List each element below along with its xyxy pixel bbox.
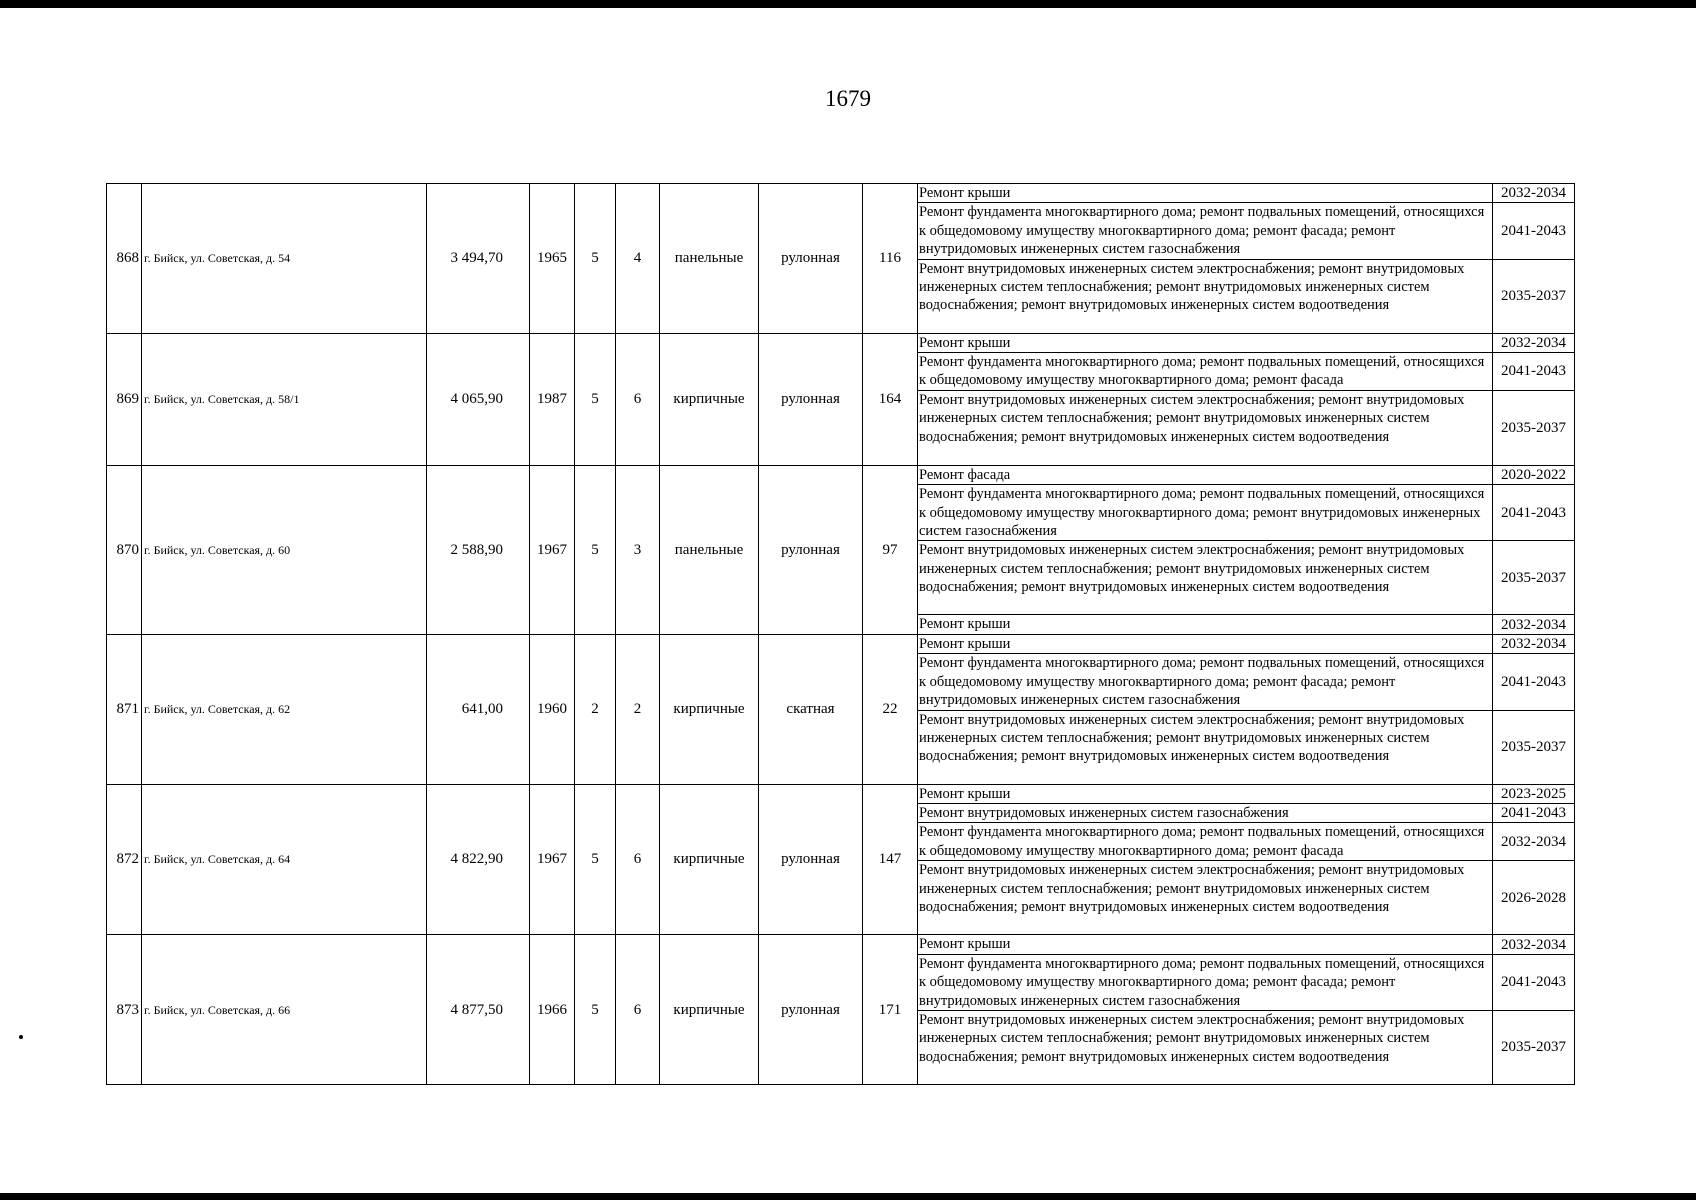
repair-period-cell: 2041-2043 [1493, 654, 1575, 710]
build-year-cell: 1987 [530, 333, 575, 465]
wall-type-cell: панельные [660, 465, 759, 634]
row-number-cell: 873 [107, 935, 142, 1085]
roof-type-cell: рулонная [759, 935, 863, 1085]
wall-type-cell: кирпичные [660, 634, 759, 784]
repair-period-cell: 2041-2043 [1493, 803, 1575, 822]
wall-type-cell: панельные [660, 184, 759, 334]
repair-work-cell: Ремонт фундамента многоквартирного дома; ремонт подвальных помещений, относящихся к общедомовому имуществу многоквартирного дома; ремонт фасада; ремонт внутридомовых инженерных систем газоснабжения [918, 954, 1493, 1010]
residents-count-cell: 171 [863, 935, 918, 1085]
roof-type-cell: рулонная [759, 784, 863, 935]
address-cell: г. Бийск, ул. Советская, д. 60 [142, 465, 427, 634]
repair-period-cell: 2041-2043 [1493, 954, 1575, 1010]
repair-period-cell: 2032-2034 [1493, 823, 1575, 861]
row-number-cell: 870 [107, 465, 142, 634]
repair-work-cell: Ремонт внутридомовых инженерных систем электроснабжения; ремонт внутридомовых инженерных систем теплоснабжения; ремонт внутридомовых инженерных систем водоснабжения; ремонт внутридомовых инженерных систем водоотведения [918, 1010, 1493, 1084]
build-year-cell: 1965 [530, 184, 575, 334]
repair-work-cell: Ремонт крыши [918, 333, 1493, 352]
table-body [107, 184, 1575, 1085]
total-area-cell: 3 494,70 [427, 184, 530, 334]
repair-period-cell: 2023-2025 [1493, 784, 1575, 803]
repair-work-cell: Ремонт фундамента многоквартирного дома; ремонт подвальных помещений, относящихся к общедомовому имуществу многоквартирного дома; ремонт фасада [918, 823, 1493, 861]
repair-work-cell: Ремонт крыши [918, 615, 1493, 634]
repair-work-cell: Ремонт внутридомовых инженерных систем электроснабжения; ремонт внутридомовых инженерных систем теплоснабжения; ремонт внутридомовых инженерных систем водоснабжения; ремонт внутридомовых инженерных систем водоотведения [918, 259, 1493, 333]
repair-work-cell: Ремонт внутридомовых инженерных систем электроснабжения; ремонт внутридомовых инженерных систем теплоснабжения; ремонт внутридомовых инженерных систем водоснабжения; ремонт внутридомовых инженерных систем водоотведения [918, 710, 1493, 784]
residents-count-cell: 164 [863, 333, 918, 465]
residents-count-cell: 116 [863, 184, 918, 334]
repair-period-cell: 2041-2043 [1493, 485, 1575, 541]
address-cell: г. Бийск, ул. Советская, д. 64 [142, 784, 427, 935]
row-number-cell: 869 [107, 333, 142, 465]
repair-work-cell: Ремонт фундамента многоквартирного дома; ремонт подвальных помещений, относящихся к общедомовому имуществу многоквартирного дома; ремонт фасада; ремонт внутридомовых инженерных систем газоснабжения [918, 203, 1493, 259]
repair-period-cell: 2026-2028 [1493, 861, 1575, 935]
repair-work-cell: Ремонт фундамента многоквартирного дома; ремонт подвальных помещений, относящихся к общедомовому имуществу многоквартирного дома; ремонт внутридомовых инженерных систем газоснабжения [918, 485, 1493, 541]
repair-period-cell: 2035-2037 [1493, 710, 1575, 784]
wall-type-cell: кирпичные [660, 935, 759, 1085]
repair-work-cell: Ремонт крыши [918, 184, 1493, 203]
scan-border-bottom [0, 1193, 1696, 1200]
floors-count-cell: 5 [575, 333, 616, 465]
total-area-cell: 4 065,90 [427, 333, 530, 465]
table-row [107, 465, 1575, 484]
repair-work-cell: Ремонт внутридомовых инженерных систем электроснабжения; ремонт внутридомовых инженерных систем теплоснабжения; ремонт внутридомовых инженерных систем водоснабжения; ремонт внутридомовых инженерных систем водоотведения [918, 541, 1493, 615]
address-cell: г. Бийск, ул. Советская, д. 58/1 [142, 333, 427, 465]
repair-work-cell: Ремонт крыши [918, 634, 1493, 653]
roof-type-cell: рулонная [759, 333, 863, 465]
residents-count-cell: 147 [863, 784, 918, 935]
entrances-count-cell: 6 [616, 935, 660, 1085]
page-number: 1679 [825, 86, 871, 111]
repair-period-cell: 2041-2043 [1493, 353, 1575, 391]
entrances-count-cell: 6 [616, 333, 660, 465]
table-row [107, 935, 1575, 954]
entrances-count-cell: 6 [616, 784, 660, 935]
wall-type-cell: кирпичные [660, 784, 759, 935]
roof-type-cell: рулонная [759, 184, 863, 334]
address-cell: г. Бийск, ул. Советская, д. 62 [142, 634, 427, 784]
entrances-count-cell: 4 [616, 184, 660, 334]
roof-type-cell: рулонная [759, 465, 863, 634]
table-row [107, 333, 1575, 352]
row-number-cell: 871 [107, 634, 142, 784]
table-row [107, 784, 1575, 803]
roof-type-cell: скатная [759, 634, 863, 784]
wall-type-cell: кирпичные [660, 333, 759, 465]
repair-period-cell: 2032-2034 [1493, 634, 1575, 653]
repair-period-cell: 2020-2022 [1493, 465, 1575, 484]
repair-schedule-table [106, 183, 1575, 1085]
repair-period-cell: 2035-2037 [1493, 541, 1575, 615]
repair-period-cell: 2032-2034 [1493, 935, 1575, 954]
repair-work-cell: Ремонт фундамента многоквартирного дома; ремонт подвальных помещений, относящихся к общедомовому имуществу многоквартирного дома; ремонт фасада [918, 353, 1493, 391]
floors-count-cell: 5 [575, 935, 616, 1085]
repair-work-cell: Ремонт фундамента многоквартирного дома; ремонт подвальных помещений, относящихся к общедомовому имуществу многоквартирного дома; ремонт фасада; ремонт внутридомовых инженерных систем газоснабжения [918, 654, 1493, 710]
repair-period-cell: 2035-2037 [1493, 1010, 1575, 1084]
total-area-cell: 4 822,90 [427, 784, 530, 935]
build-year-cell: 1967 [530, 465, 575, 634]
repair-period-cell: 2032-2034 [1493, 184, 1575, 203]
residents-count-cell: 97 [863, 465, 918, 634]
address-cell: г. Бийск, ул. Советская, д. 66 [142, 935, 427, 1085]
repair-period-cell: 2035-2037 [1493, 390, 1575, 465]
address-cell: г. Бийск, ул. Советская, д. 54 [142, 184, 427, 334]
row-number-cell: 868 [107, 184, 142, 334]
repair-work-cell: Ремонт внутридомовых инженерных систем электроснабжения; ремонт внутридомовых инженерных систем теплоснабжения; ремонт внутридомовых инженерных систем водоснабжения; ремонт внутридомовых инженерных систем водоотведения [918, 861, 1493, 935]
repair-period-cell: 2035-2037 [1493, 259, 1575, 333]
repair-work-cell: Ремонт внутридомовых инженерных систем электроснабжения; ремонт внутридомовых инженерных систем теплоснабжения; ремонт внутридомовых инженерных систем водоснабжения; ремонт внутридомовых инженерных систем водоотведения [918, 390, 1493, 465]
repair-period-cell: 2032-2034 [1493, 333, 1575, 352]
floors-count-cell: 5 [575, 465, 616, 634]
row-number-cell: 872 [107, 784, 142, 935]
total-area-cell: 641,00 [427, 634, 530, 784]
repair-work-cell: Ремонт внутридомовых инженерных систем газоснабжения [918, 803, 1493, 822]
table-row [107, 184, 1575, 203]
total-area-cell: 2 588,90 [427, 465, 530, 634]
build-year-cell: 1966 [530, 935, 575, 1085]
floors-count-cell: 2 [575, 634, 616, 784]
build-year-cell: 1967 [530, 784, 575, 935]
repair-period-cell: 2032-2034 [1493, 615, 1575, 634]
total-area-cell: 4 877,50 [427, 935, 530, 1085]
build-year-cell: 1960 [530, 634, 575, 784]
repair-work-cell: Ремонт крыши [918, 935, 1493, 954]
repair-work-cell: Ремонт крыши [918, 784, 1493, 803]
floors-count-cell: 5 [575, 184, 616, 334]
residents-count-cell: 22 [863, 634, 918, 784]
entrances-count-cell: 2 [616, 634, 660, 784]
repair-work-cell: Ремонт фасада [918, 465, 1493, 484]
table-row [107, 634, 1575, 653]
scan-speck [19, 1035, 23, 1039]
floors-count-cell: 5 [575, 784, 616, 935]
entrances-count-cell: 3 [616, 465, 660, 634]
scan-border-top [0, 0, 1696, 8]
repair-period-cell: 2041-2043 [1493, 203, 1575, 259]
